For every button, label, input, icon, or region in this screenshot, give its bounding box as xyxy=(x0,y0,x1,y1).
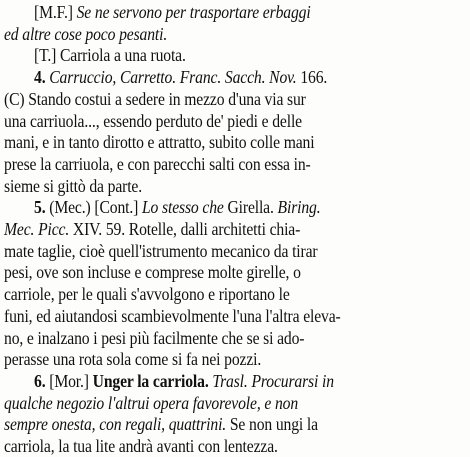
text-segment: mani, e in tanto dirotto e attratto, subito colle mani xyxy=(4,132,315,153)
text-segment: [M.F.] xyxy=(34,2,77,22)
text-line xyxy=(4,261,301,283)
text-line xyxy=(34,196,321,218)
text-line xyxy=(34,66,327,88)
text-segment: Unger la carriola. xyxy=(92,370,209,391)
text-line xyxy=(4,327,304,349)
text-segment: 6. xyxy=(34,370,50,391)
text-segment: Carruccio, Carretto. Franc. Sacch. Nov. xyxy=(49,67,297,88)
text-line xyxy=(4,110,302,132)
text-segment: funi, ed aiutandosi scambievolmente l'una l'altra eleva- xyxy=(4,305,341,326)
text-segment: XIV. 59. Rotelle, dalli architetti chia- xyxy=(69,219,301,239)
text-segment: [T.] Carriola a una ruota. xyxy=(34,45,186,66)
text-segment: no, e inalzano i pesi più facilmente che se si ado- xyxy=(4,327,305,348)
text-line xyxy=(4,131,314,153)
text-segment: mate taglie, cioè quell'istrumento mecanico da tirar xyxy=(4,240,318,261)
text-line xyxy=(4,88,306,110)
text-segment: una carriuola..., essendo perduto de' piedi e delle xyxy=(4,110,302,131)
text-line xyxy=(4,413,318,435)
text-segment: ed altre cose poco pesanti. xyxy=(4,23,168,44)
text-segment: sempre onesta, con regali, quattrini. xyxy=(4,414,227,435)
text-segment: perasse una rota sola come si fa nei pozzi. xyxy=(4,349,262,370)
text-segment: Girella. xyxy=(223,197,278,218)
text-segment: sieme si gittò da parte. xyxy=(4,175,143,196)
text-line xyxy=(4,240,317,262)
text-segment: prese la carriuola, e con parecchi salti con essa in- xyxy=(4,153,311,174)
text-segment: carriole, per le quali s'avvolgono e riportano le xyxy=(4,284,290,305)
text-segment: Trasl. Procurarsi in xyxy=(208,370,334,391)
text-segment: 166. xyxy=(296,67,328,88)
text-segment: Lo stesso che xyxy=(141,197,224,218)
text-line xyxy=(4,153,311,175)
text-segment: 5. xyxy=(34,197,50,218)
text-line xyxy=(34,370,334,392)
text-segment: pesi, ove son incluse e comprese molte girelle, o xyxy=(4,262,301,283)
text-line xyxy=(4,435,278,457)
text-segment: Se ne servono per trasportare erbaggi xyxy=(76,2,311,22)
text-segment: Mec. Picc. xyxy=(4,219,70,239)
text-line xyxy=(4,175,142,197)
text-line xyxy=(34,44,186,66)
text-line xyxy=(4,23,167,45)
text-segment: Biring. xyxy=(277,197,321,218)
text-segment: (C) Stando costui a sedere in mezzo d'una via sur xyxy=(4,88,306,109)
text-segment: (Mec.) [Cont.] xyxy=(49,197,142,218)
text-line xyxy=(34,1,311,23)
text-line xyxy=(4,305,341,327)
text-line xyxy=(4,392,298,414)
text-line xyxy=(4,218,300,240)
text-line xyxy=(4,283,290,305)
text-segment: [Mor.] xyxy=(49,370,93,391)
text-segment: 4. xyxy=(34,67,50,88)
text-line xyxy=(4,348,261,370)
text-segment: qualche negozio l'altrui opera favorevole, e non xyxy=(4,392,299,413)
text-segment: carriola, la tua lite andrà avanti con lentezza. xyxy=(4,436,278,456)
text-segment: Se non ungi la xyxy=(226,414,318,435)
